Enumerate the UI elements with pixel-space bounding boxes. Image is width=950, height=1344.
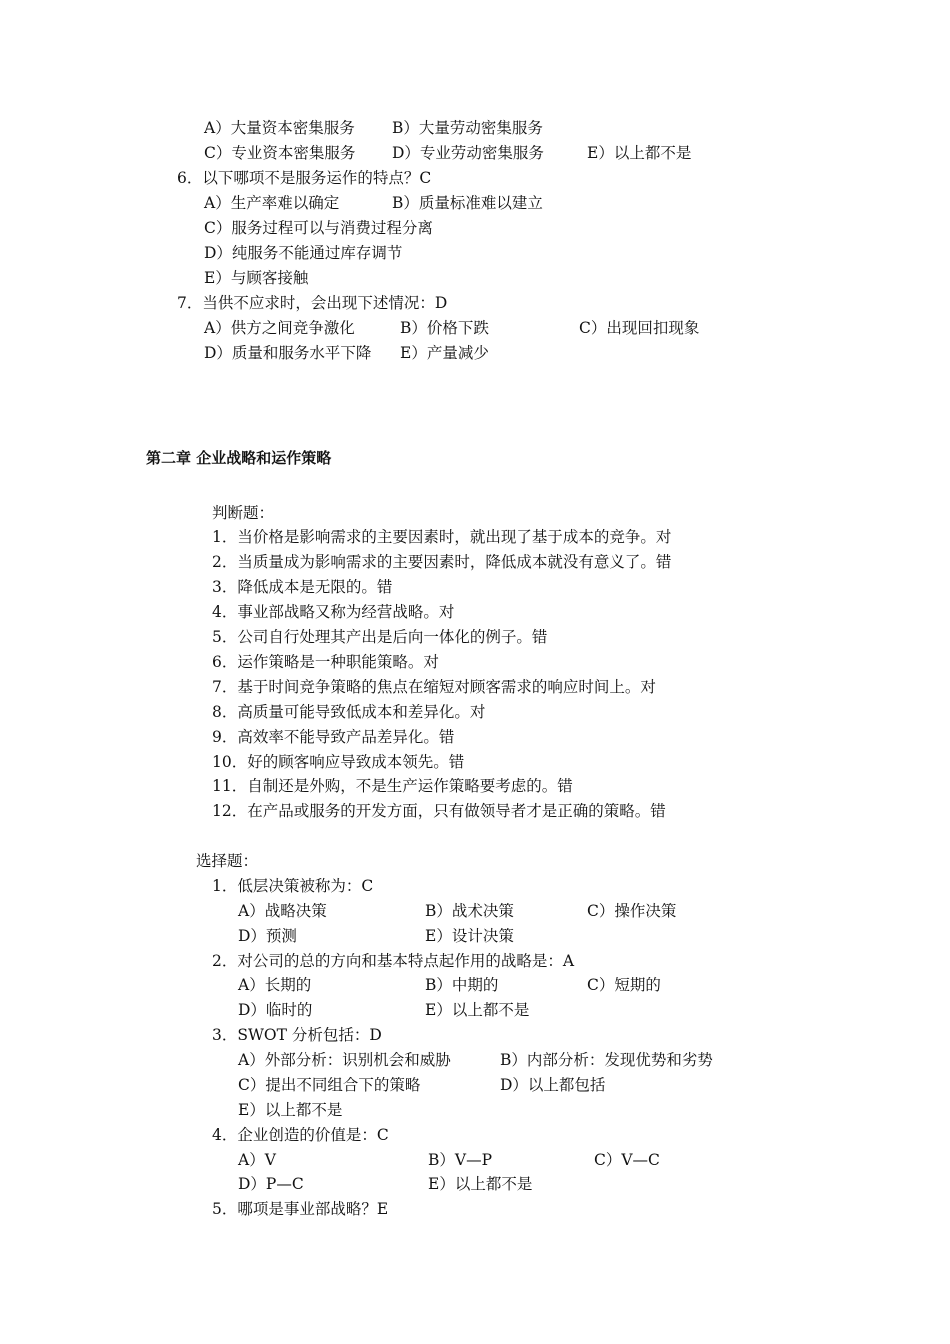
mc-q2-option-c: C）短期的 [587,976,661,994]
mc-q2-option-a: A）长期的 [238,976,312,994]
mc-q4-option-e: E）以上都不是 [428,1175,533,1193]
tf-item: 10．好的顾客响应导致成本领先。错 [212,753,465,771]
mc-q1-option-a: A）战略决策 [238,902,327,920]
q5-option-d: D）专业劳动密集服务 [392,144,544,162]
q7-option-e: E）产量减少 [400,344,489,362]
q6-option-e: E）与顾客接触 [204,269,309,287]
mc-q3-option-a: A）外部分析：识别机会和威胁 [238,1051,451,1069]
q5-option-e: E）以上都不是 [587,144,692,162]
q7-option-d: D）质量和服务水平下降 [204,344,372,362]
q5-option-b: B）大量劳动密集服务 [392,119,543,137]
q7-option-b: B）价格下跌 [400,319,489,337]
mc-q2-option-d: D）临时的 [238,1001,313,1019]
tf-item: 5．公司自行处理其产出是后向一体化的例子。错 [212,628,548,646]
mc-q3-question: 3．SWOT 分析包括：D [212,1026,382,1044]
tf-item: 7．基于时间竞争策略的焦点在缩短对顾客需求的响应时间上。对 [212,678,656,696]
tf-item: 1．当价格是影响需求的主要因素时，就出现了基于成本的竞争。对 [212,528,672,546]
mc-q1-option-d: D）预测 [238,927,297,945]
q6-option-a: A）生产率难以确定 [204,194,340,212]
q6-question: 6．以下哪项不是服务运作的特点？C [177,169,432,187]
mc-q3-option-d: D）以上都包括 [500,1076,606,1094]
mc-q4-question: 4．企业创造的价值是：C [212,1126,389,1144]
q6-option-b: B）质量标准难以建立 [392,194,543,212]
tf-item: 11．自制还是外购，不是生产运作策略要考虑的。错 [212,777,573,795]
tf-item: 2．当质量成为影响需求的主要因素时，降低成本就没有意义了。错 [212,553,672,571]
tf-item: 6．运作策略是一种职能策略。对 [212,653,439,671]
tf-item: 3．降低成本是无限的。错 [212,578,393,596]
tf-item: 4．事业部战略又称为经营战略。对 [212,603,455,621]
mc-q2-question: 2．对公司的总的方向和基本特点起作用的战略是：A [212,952,575,970]
mc-q5-question: 5．哪项是事业部战略？E [212,1200,389,1218]
chapter-title: 第二章 企业战略和运作策略 [146,449,332,467]
q7-question: 7．当供不应求时，会出现下述情况：D [177,294,448,312]
q6-option-d: D）纯服务不能通过库存调节 [204,244,403,262]
mc-q1-option-c: C）操作决策 [587,902,677,920]
q7-option-a: A）供方之间竞争激化 [204,319,355,337]
tf-item: 12．在产品或服务的开发方面，只有做领导者才是正确的策略。错 [212,802,666,820]
true-false-heading: 判断题： [212,504,275,522]
mc-q3-option-e: E）以上都不是 [238,1101,343,1119]
mc-q3-option-c: C）提出不同组合下的策略 [238,1076,421,1094]
tf-item: 8．高质量可能导致低成本和差异化。对 [212,703,486,721]
q6-option-c: C）服务过程可以与消费过程分离 [204,219,433,237]
mc-q4-option-d: D）P—C [238,1175,304,1193]
mc-q1-option-e: E）设计决策 [425,927,514,945]
mc-q1-question: 1．低层决策被称为：C [212,877,374,895]
q5-option-a: A）大量资本密集服务 [204,119,355,137]
mc-q3-option-b: B）内部分析：发现优势和劣势 [500,1051,713,1069]
q5-option-c: C）专业资本密集服务 [204,144,356,162]
mc-q4-option-c: C）V—C [594,1151,660,1169]
mc-q4-option-b: B）V—P [428,1151,493,1169]
tf-item: 9．高效率不能导致产品差异化。错 [212,728,455,746]
mc-q2-option-e: E）以上都不是 [425,1001,530,1019]
mc-q4-option-a: A）V [238,1151,276,1169]
q7-option-c: C）出现回扣现象 [579,319,700,337]
multiple-choice-heading: 选择题： [196,852,259,870]
mc-q2-option-b: B）中期的 [425,976,499,994]
mc-q1-option-b: B）战术决策 [425,902,514,920]
